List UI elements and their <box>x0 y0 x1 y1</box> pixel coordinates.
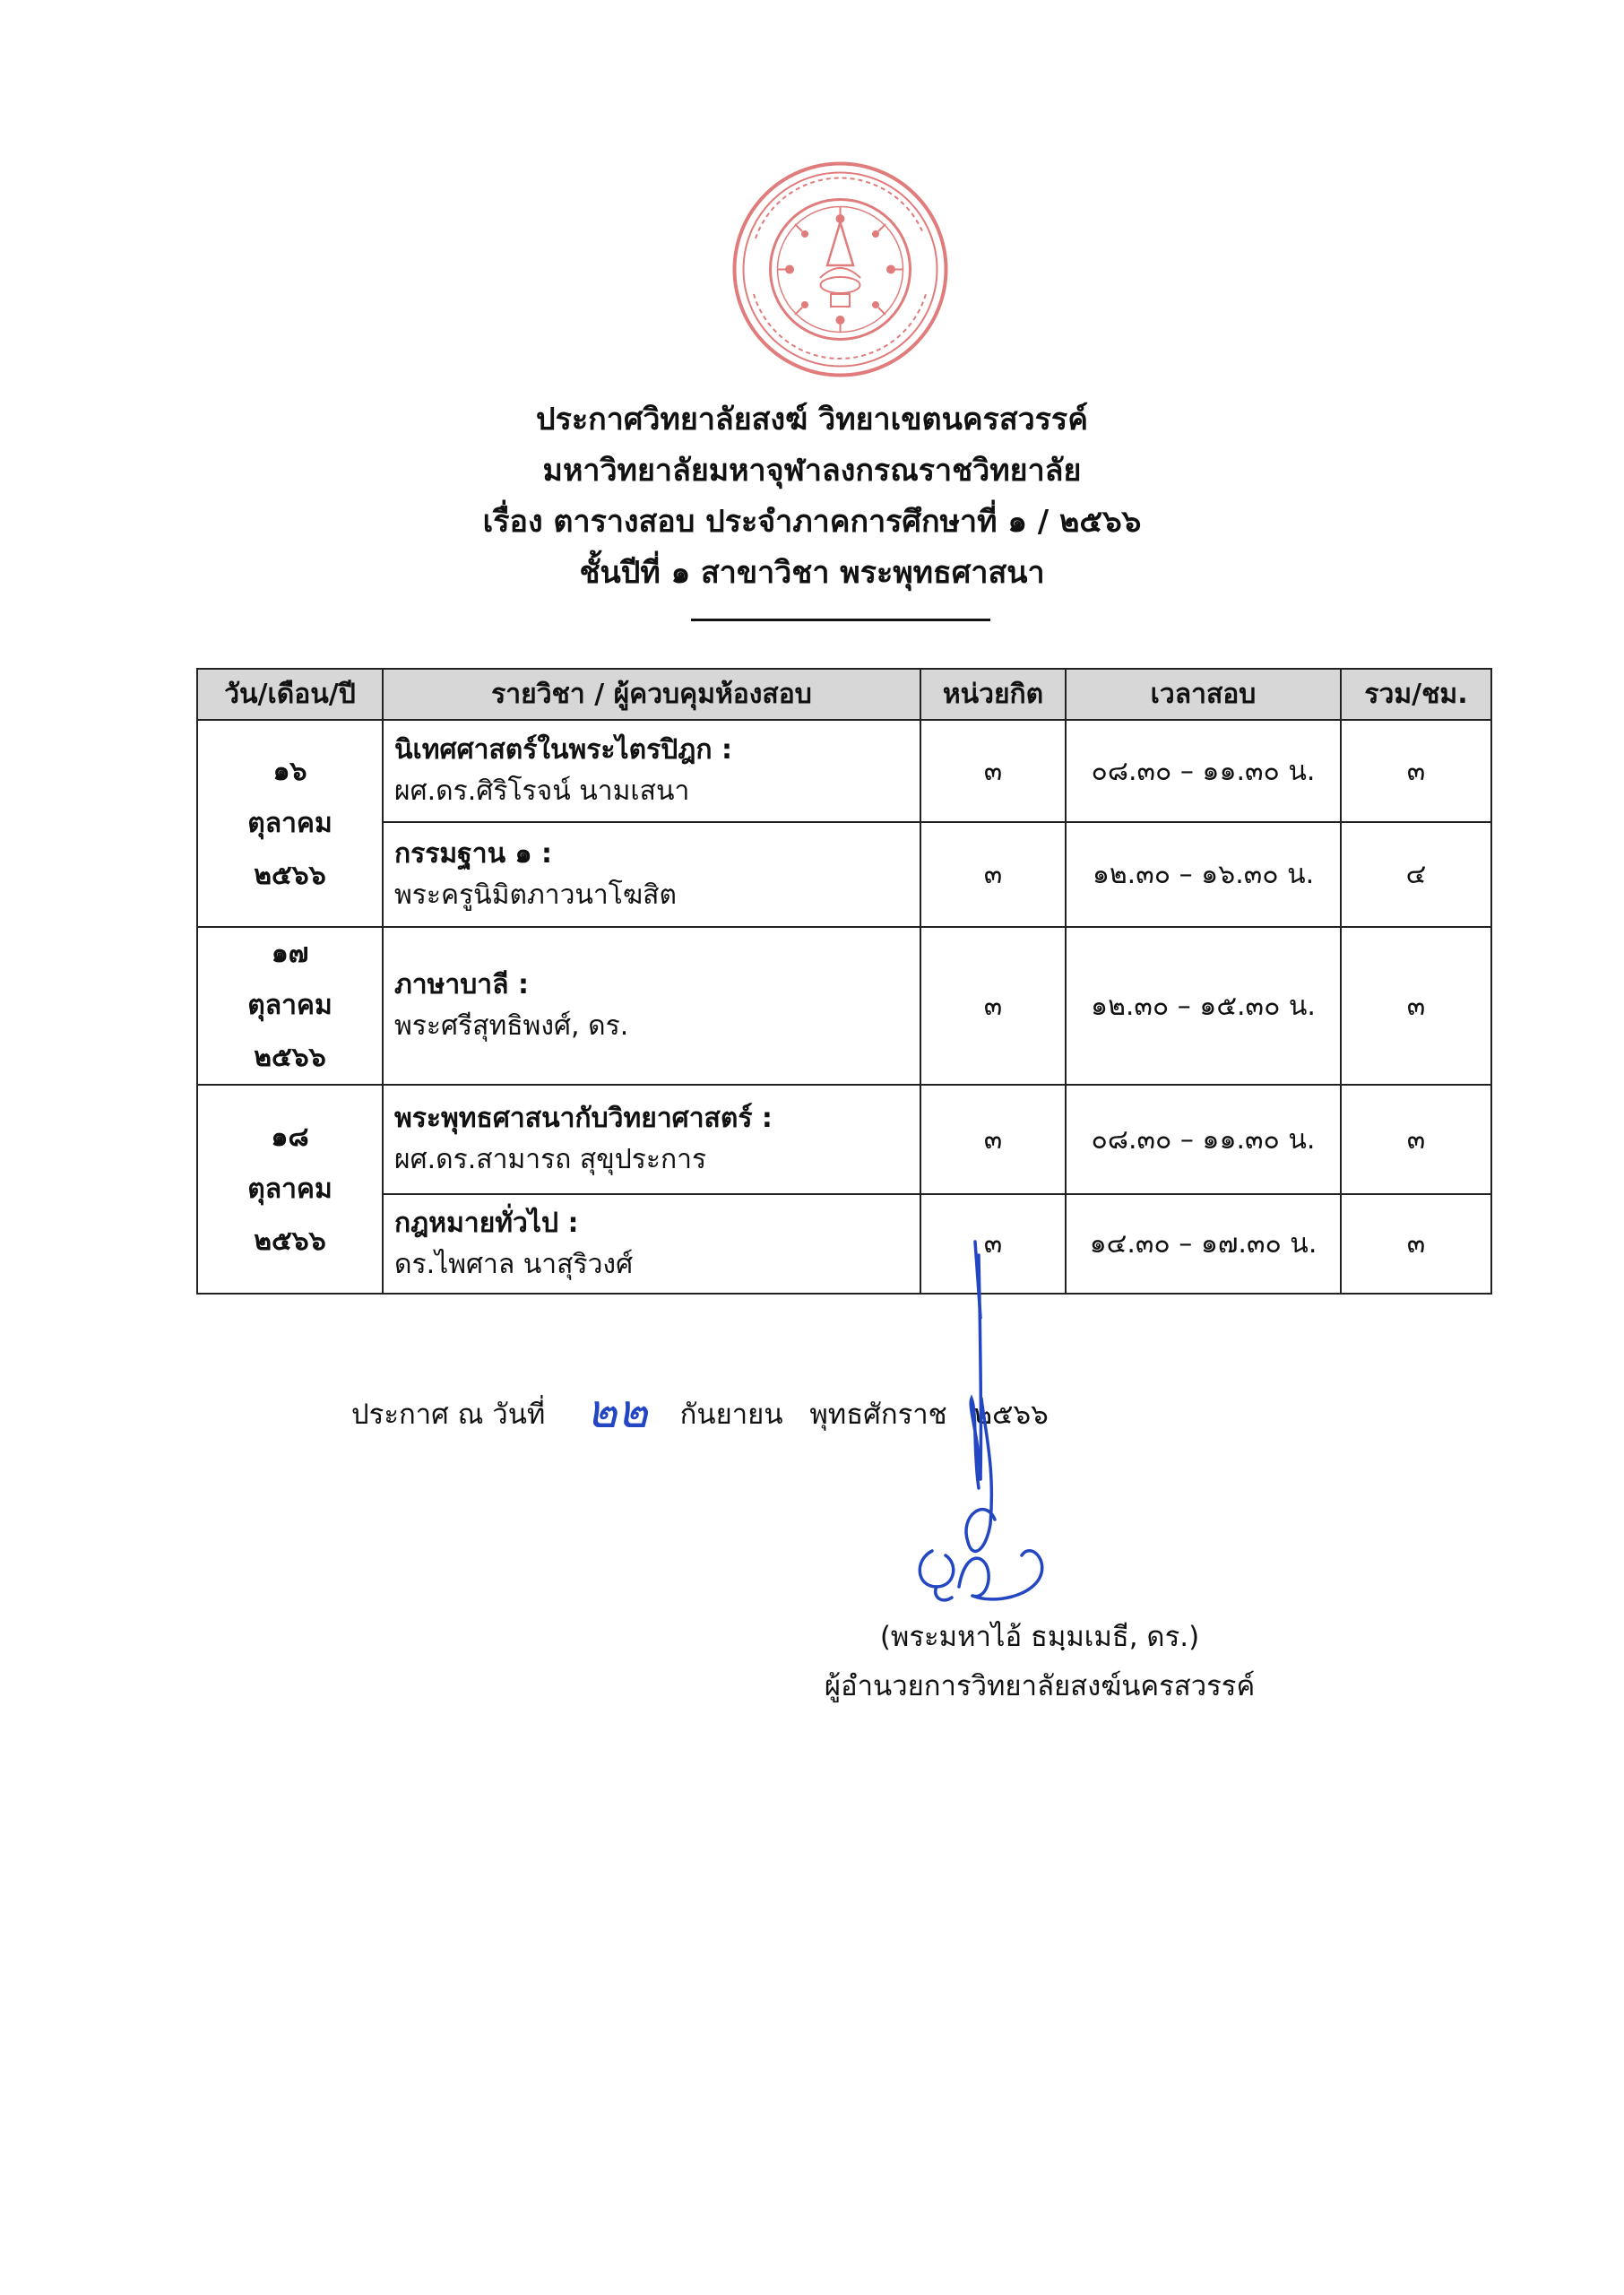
header-divider <box>691 619 990 621</box>
column-header-time: เวลาสอบ <box>1066 669 1341 720</box>
credits-cell: ๓ <box>920 822 1066 927</box>
credits-cell: ๓ <box>920 1085 1066 1194</box>
subject-name: กฎหมายทั่วไป : <box>394 1207 579 1239</box>
announcement-year: ๒๕๖๖ <box>973 1399 1049 1431</box>
column-header-hours: รวม/ชม. <box>1341 669 1491 720</box>
table-header-row <box>197 669 1491 720</box>
exam-time-cell: ๑๒.๓๐ – ๑๖.๓๐ น. <box>1066 822 1341 927</box>
header-line-university: มหาวิทยาลัยมหาจุฬาลงกรณราชวิทยาลัย <box>542 453 1082 489</box>
table-row <box>197 927 1491 1085</box>
proctor-name: ผศ.ดร.สามารถ สุขุประการ <box>394 1144 707 1175</box>
subject-cell <box>383 720 920 822</box>
subject-cell <box>383 1194 920 1294</box>
proctor-name: ผศ.ดร.ศิริโรจน์ นามเสนา <box>394 775 690 807</box>
hours-cell: ๓ <box>1341 927 1491 1085</box>
date-year: ๒๕๖๖ <box>254 1225 326 1257</box>
proctor-name: พระศรีสุทธิพงศ์, ดร. <box>394 1010 629 1042</box>
announcement-date-line <box>351 1373 1049 1448</box>
signer-position: ผู้อำนวยการวิทยาลัยสงฆ์นครสวรรค์ <box>824 1670 1256 1702</box>
header-line-year-major: ชั้นปีที่ ๑ สาขาวิชา พระพุทธศาสนา <box>579 555 1045 591</box>
hours-cell: ๓ <box>1341 720 1491 822</box>
signer-name: (พระมหาไอ้ ธมฺมเมธี, ดร.) <box>879 1621 1200 1653</box>
date-day: ๑๗ <box>271 938 309 969</box>
date-month: ตุลาคม <box>247 990 333 1021</box>
column-header-credits: หน่วยกิต <box>920 669 1066 720</box>
header-line-subject: เรื่อง ตารางสอบ ประจำภาคการศึกษาที่ ๑ / ๒๕๖๖ <box>482 504 1142 540</box>
document-header <box>0 394 1624 599</box>
credits-cell: ๓ <box>920 720 1066 822</box>
subject-cell <box>383 927 920 1085</box>
date-day: ๑๖ <box>272 755 307 787</box>
announcement-era: พุทธศักราช <box>809 1399 947 1431</box>
hours-cell: ๓ <box>1341 1194 1491 1294</box>
hours-cell: ๓ <box>1341 1085 1491 1194</box>
exam-time-cell: ๑๔.๓๐ – ๑๗.๓๐ น. <box>1066 1194 1341 1294</box>
exam-time-cell: ๑๒.๓๐ – ๑๕.๓๐ น. <box>1066 927 1341 1085</box>
table-row <box>197 822 1491 927</box>
date-month: ตุลาคม <box>247 1173 333 1205</box>
column-header-subject: รายวิชา / ผู้ควบคุมห้องสอบ <box>383 669 920 720</box>
exam-schedule-table <box>196 668 1492 1295</box>
subject-name: นิเทศศาสตร์ในพระไตรปิฎก : <box>394 734 733 766</box>
announcement-prefix: ประกาศ ณ วันที่ <box>351 1399 546 1431</box>
table-row <box>197 720 1491 822</box>
date-year: ๒๕๖๖ <box>254 1042 326 1073</box>
credits-cell: ๓ <box>920 1194 1066 1294</box>
credits-cell: ๓ <box>920 927 1066 1085</box>
subject-name: พระพุทธศาสนากับวิทยาศาสตร์ : <box>394 1103 773 1134</box>
subject-name: ภาษาบาลี : <box>394 969 529 1000</box>
proctor-name: ดร.ไพศาล นาสุริวงศ์ <box>394 1248 634 1280</box>
exam-time-cell: ๐๘.๓๐ – ๑๑.๓๐ น. <box>1066 1085 1341 1194</box>
announcement-month: กันยายน <box>679 1399 783 1431</box>
date-year: ๒๕๖๖ <box>254 859 326 891</box>
date-day: ๑๘ <box>271 1121 309 1153</box>
table-row <box>197 1194 1491 1294</box>
hours-cell: ๔ <box>1341 822 1491 927</box>
subject-name: กรรมฐาน ๑ : <box>394 837 553 870</box>
subject-cell <box>383 1085 920 1194</box>
university-seal-emblem <box>730 160 950 379</box>
date-cell <box>197 720 383 927</box>
exam-time-cell: ๐๘.๓๐ – ๑๑.๓๐ น. <box>1066 720 1341 822</box>
date-month: ตุลาคม <box>247 807 333 839</box>
date-cell <box>197 927 383 1085</box>
date-cell <box>197 1085 383 1294</box>
subject-cell <box>383 822 920 927</box>
announcement-day-handwritten: ๒๒ <box>586 1385 648 1439</box>
column-header-date: วัน/เดือน/ปี <box>197 669 383 720</box>
table-row <box>197 1085 1491 1194</box>
header-line-college: ประกาศวิทยาลัยสงฆ์ วิทยาเขตนครสวรรค์ <box>536 402 1088 437</box>
proctor-name: พระครูนิมิตภาวนาโฆสิต <box>394 879 677 911</box>
